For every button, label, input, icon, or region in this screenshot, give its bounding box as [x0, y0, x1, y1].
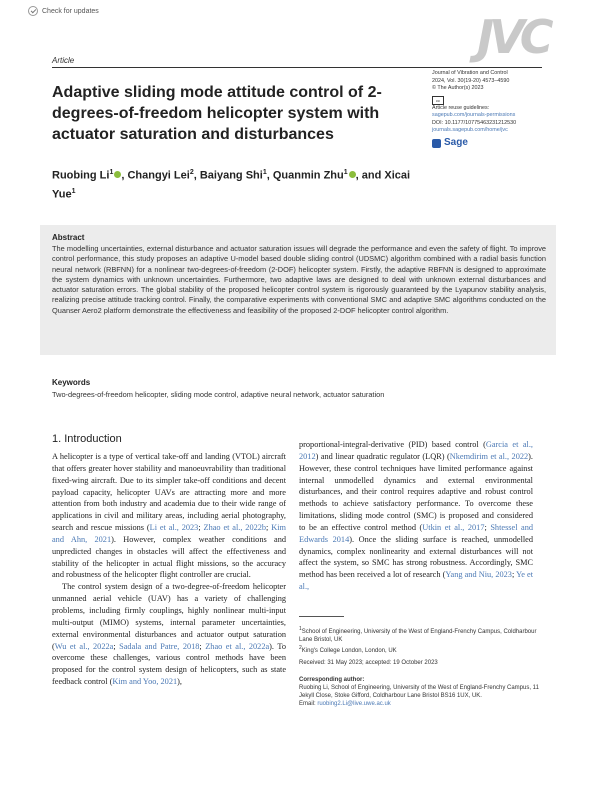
- body-text: ). However, these control techniques have limited performance against internal unmodelled dynamics and external environmental disturbances, and their control requires adaptive and robust control methods to achieve satisfactory performance. To overcome these limitations, sliding mode control (SMC) is proposed and considered to be an effective control method (: [299, 451, 533, 532]
- email-link[interactable]: ruobing2.Li@live.uwe.ac.uk: [317, 701, 391, 707]
- citation-link[interactable]: Yang and Niu, 2023: [445, 570, 512, 580]
- citation-link[interactable]: Nkemdirim et al., 2022: [449, 451, 529, 461]
- publisher-logo: [432, 139, 547, 148]
- citation-link[interactable]: Wu et al., 2022a: [54, 641, 114, 651]
- author-affiliation-sup: 1: [262, 169, 267, 176]
- body-text: ;: [511, 570, 517, 580]
- copyright: © The Author(s) 2023: [432, 85, 484, 91]
- author-separator: ,: [266, 169, 273, 182]
- body-text: ),: [177, 677, 182, 687]
- section-number: 1.: [52, 433, 62, 445]
- body-text: ;: [198, 523, 204, 533]
- keywords-text: Two-degrees-of-freedom helicopter, sliding mode control, adaptive neural network, actuator saturation: [52, 390, 385, 399]
- author-affiliation-sup: 2: [189, 169, 194, 176]
- author-name: Changyi Lei: [127, 169, 190, 182]
- author-affiliation-sup: 1: [71, 187, 76, 195]
- citation-link[interactable]: Kim and Ahn, 2021: [52, 523, 286, 544]
- author-name: Xicai Yue: [52, 169, 411, 201]
- citation-link[interactable]: Shtessel and Edwards 2014: [299, 522, 534, 544]
- body-text: proportional-integral-derivative (PID) based control (: [299, 440, 486, 449]
- author-separator: ,: [193, 169, 200, 182]
- open-access-icon: cc: [432, 96, 444, 105]
- affiliation-1-sup: 1: [299, 626, 302, 632]
- affiliation-1: [299, 625, 539, 644]
- body-text: ;: [266, 523, 272, 533]
- affiliation-2-sup: 2: [299, 645, 302, 651]
- body-text: ;: [113, 641, 120, 651]
- corresponding-text: Ruobing Li, School of Engineering, University of the West of England-Frenchy Campus, 11 Jekyll Close, Stoke Gifford, Coldharbour Lane Bristol BS16 1UX, UK.: [299, 685, 539, 699]
- body-text: ). Once the sliding surface is reached, unmodelled dynamics, complex nonlinearity and external disturbances will not affect the system, so SMC has strong robustness. Accordingly, SMC method has been received a lot of research (: [299, 534, 534, 580]
- reuse-link[interactable]: sagepub.com/journals-permissions: [432, 112, 516, 118]
- journal-meta: [432, 70, 547, 148]
- affiliations: [299, 625, 539, 655]
- section-title: Introduction: [64, 433, 122, 445]
- author-name: Ruobing Li: [52, 169, 110, 182]
- author-affiliation-sup: 1: [109, 169, 114, 176]
- citation-link[interactable]: Sadala and Patre, 2018: [119, 641, 200, 651]
- affiliation-1-text: School of Engineering, University of the West of England-Frenchy Campus, Coldharbour Lane Bristol, UK: [299, 629, 537, 643]
- journal-name: Journal of Vibration and Control: [432, 70, 508, 76]
- journal-volume: 2024, Vol. 30(19-20) 4573–4590: [432, 77, 510, 84]
- abstract-heading: Abstract: [52, 233, 85, 242]
- citation-link[interactable]: Li et al., 2023: [149, 523, 199, 533]
- journal-logo: JVC: [477, 10, 549, 64]
- doi[interactable]: DOI: 10.1177/10775463231212530: [432, 119, 517, 126]
- citation-link[interactable]: Kim and Yoo, 2021: [112, 677, 178, 687]
- author-separator: , and: [355, 169, 385, 182]
- citation-link[interactable]: Zhao et al., 2022b: [203, 523, 267, 533]
- check-updates-label: Check for updates: [42, 7, 99, 15]
- email-label: Email:: [299, 701, 318, 707]
- check-for-updates-badge[interactable]: [28, 6, 99, 16]
- article-type-label: Article: [52, 56, 75, 65]
- orcid-icon[interactable]: [349, 171, 356, 178]
- received-dates: Received: 31 May 2023; accepted: 19 October 2023: [299, 660, 438, 666]
- footnote-divider: [299, 616, 344, 617]
- abstract-text: The modelling uncertainties, external disturbance and actuator saturation issues will degrade the performance and even the safety of flight. To improve control performance, this study proposes an adaptive U-model based double sliding control (UDSMC) algorithm combined with a radial basis function neural network (RBFNN) for a nonlinear two-degrees-of-freedom (2-DOF) helicopter system. Firstly, the adaptive RBFNN is designed to approximate the system dynamics with unknown uncertainties. Furthermore, two adaptive laws are designed to deal with unknown external disturbances and actuator saturation errors. The global stability of the proposed helicopter control system is rigorously guaranteed by the Lyapunov stability analysis, realizing precise attitude tracking control. Finally, the comparative experiments with conventional SMC and adaptive SMC algorithms conducted on the Quanser Aero2 platform demonstrate the effectiveness and feasibility of the proposed 2-DOF helicopter control algorithm.: [52, 244, 546, 315]
- author-affiliation-sup: 1: [343, 169, 348, 176]
- body-column-right: [299, 439, 533, 593]
- sage-icon: [432, 139, 441, 148]
- body-text: A helicopter is a type of vertical take-off and landing (VTOL) aircraft that offers greater hover stability and manoeuvrability than traditional fixed-wing aircraft. Due to its simpler take-off conditions and decent payload capacity, helicopter UAVs are attracting more and more attention from both industry and academia due to their wide range of applications in civil and military areas, including aerial photography, search and rescue missions (: [52, 452, 286, 533]
- body-text: ) and linear quadratic regulator (LQR) (: [315, 451, 450, 461]
- author-separator: ,: [121, 169, 128, 182]
- author-list: [52, 165, 422, 202]
- affiliation-2-text: King's College London, London, UK: [301, 648, 397, 654]
- paragraph-3: [299, 439, 533, 593]
- affiliation-2: [299, 644, 539, 655]
- corresponding-author: [299, 676, 539, 708]
- email-line: [299, 700, 539, 708]
- citation-link[interactable]: Zhao et al., 2022a: [205, 641, 270, 651]
- author-name: Quanmin Zhu: [272, 169, 344, 182]
- check-icon: [28, 6, 38, 16]
- section-heading: [52, 433, 122, 445]
- body-column-left: [52, 451, 286, 688]
- citation-link[interactable]: Garcia et al., 2012: [299, 440, 533, 461]
- body-text: ). To overcome these challenges, various control methods have been proposed for the control system design of helicopters, such as state feedback control (: [52, 641, 286, 687]
- paragraph-2: [52, 581, 286, 688]
- body-text: ). However, complex weather conditions and unpredicted changes in obstacles will affect the effectiveness and stability of the helicopter in actual flight missions, so the accuracy and robustness of the helicopter flight controller are crucial.: [52, 534, 286, 580]
- citation-link[interactable]: Utkin et al., 2017: [422, 522, 485, 532]
- publisher-name: Sage: [444, 137, 468, 149]
- keywords-heading: Keywords: [52, 378, 91, 387]
- citation-link[interactable]: Ye et al.,: [299, 570, 534, 592]
- author-name: Baiyang Shi: [199, 169, 263, 182]
- paper-title: Adaptive sliding mode attitude control of 2-degrees-of-freedom helicopter system with actuator saturation and disturbances: [52, 84, 382, 143]
- paragraph-1: [52, 451, 286, 581]
- body-text: ;: [484, 522, 491, 532]
- journal-link[interactable]: journals.sagepub.com/home/jvc: [432, 127, 508, 133]
- body-text: ;: [199, 641, 206, 651]
- body-text: The control system design of a two-degree-of-freedom helicopter unmanned aerial vehicle (UAV) has a variety of challenging problems, including firmly couplings, highly nonlinear multi-input multi-output (MIMO) systems, internal parameter uncertainties, external environmental disturbances and actuator output saturation (: [52, 582, 286, 651]
- corresponding-heading: Corresponding author:: [299, 677, 365, 683]
- reuse-guidelines: Article reuse guidelines:: [432, 104, 490, 111]
- header-divider: [52, 67, 542, 68]
